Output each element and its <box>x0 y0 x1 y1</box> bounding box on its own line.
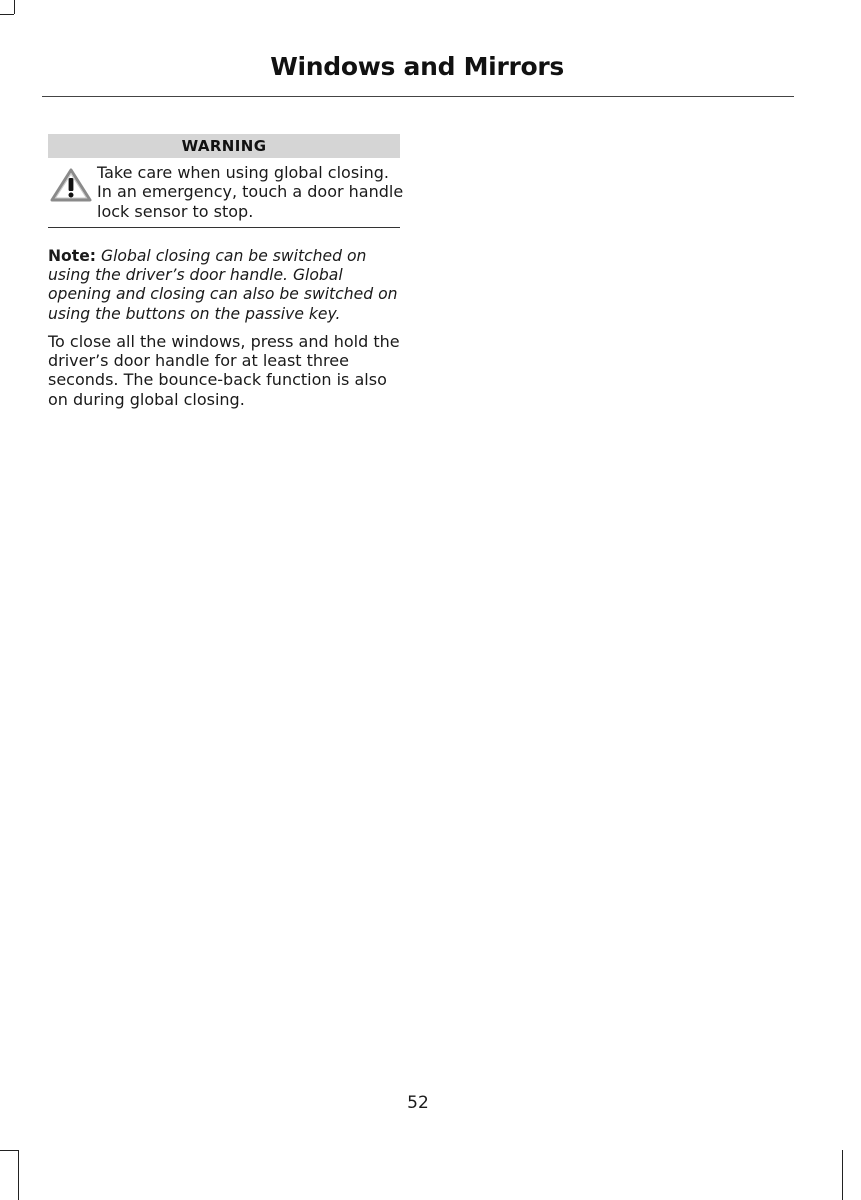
note-label: Note: <box>48 247 97 265</box>
crop-mark-top-left-h <box>0 14 14 15</box>
header-divider <box>42 96 794 97</box>
crop-mark-bottom-left-h <box>0 1150 18 1151</box>
page-number: 52 <box>407 1093 429 1113</box>
note-paragraph <box>48 247 403 324</box>
warning-text: Take care when using global closing. In an emergency, touch a door handle lock sensor to stop. <box>97 163 404 221</box>
crop-mark-bottom-left <box>18 1150 19 1200</box>
crop-mark-bottom-right <box>842 1150 843 1200</box>
crop-mark-top-left <box>14 0 15 14</box>
warning-triangle-icon <box>49 167 93 203</box>
body-paragraph: To close all the windows, press and hold the driver’s door handle for at least three seconds. The bounce-back function is also on during global closing. <box>48 332 400 409</box>
note-text: Global closing can be switched on using the driver’s door handle. Global opening and closing can also be switched on using the buttons on the passive key. <box>48 247 398 323</box>
warning-divider <box>48 227 400 228</box>
warning-heading: WARNING <box>48 134 400 158</box>
page-title: Windows and Mirrors <box>270 52 564 81</box>
